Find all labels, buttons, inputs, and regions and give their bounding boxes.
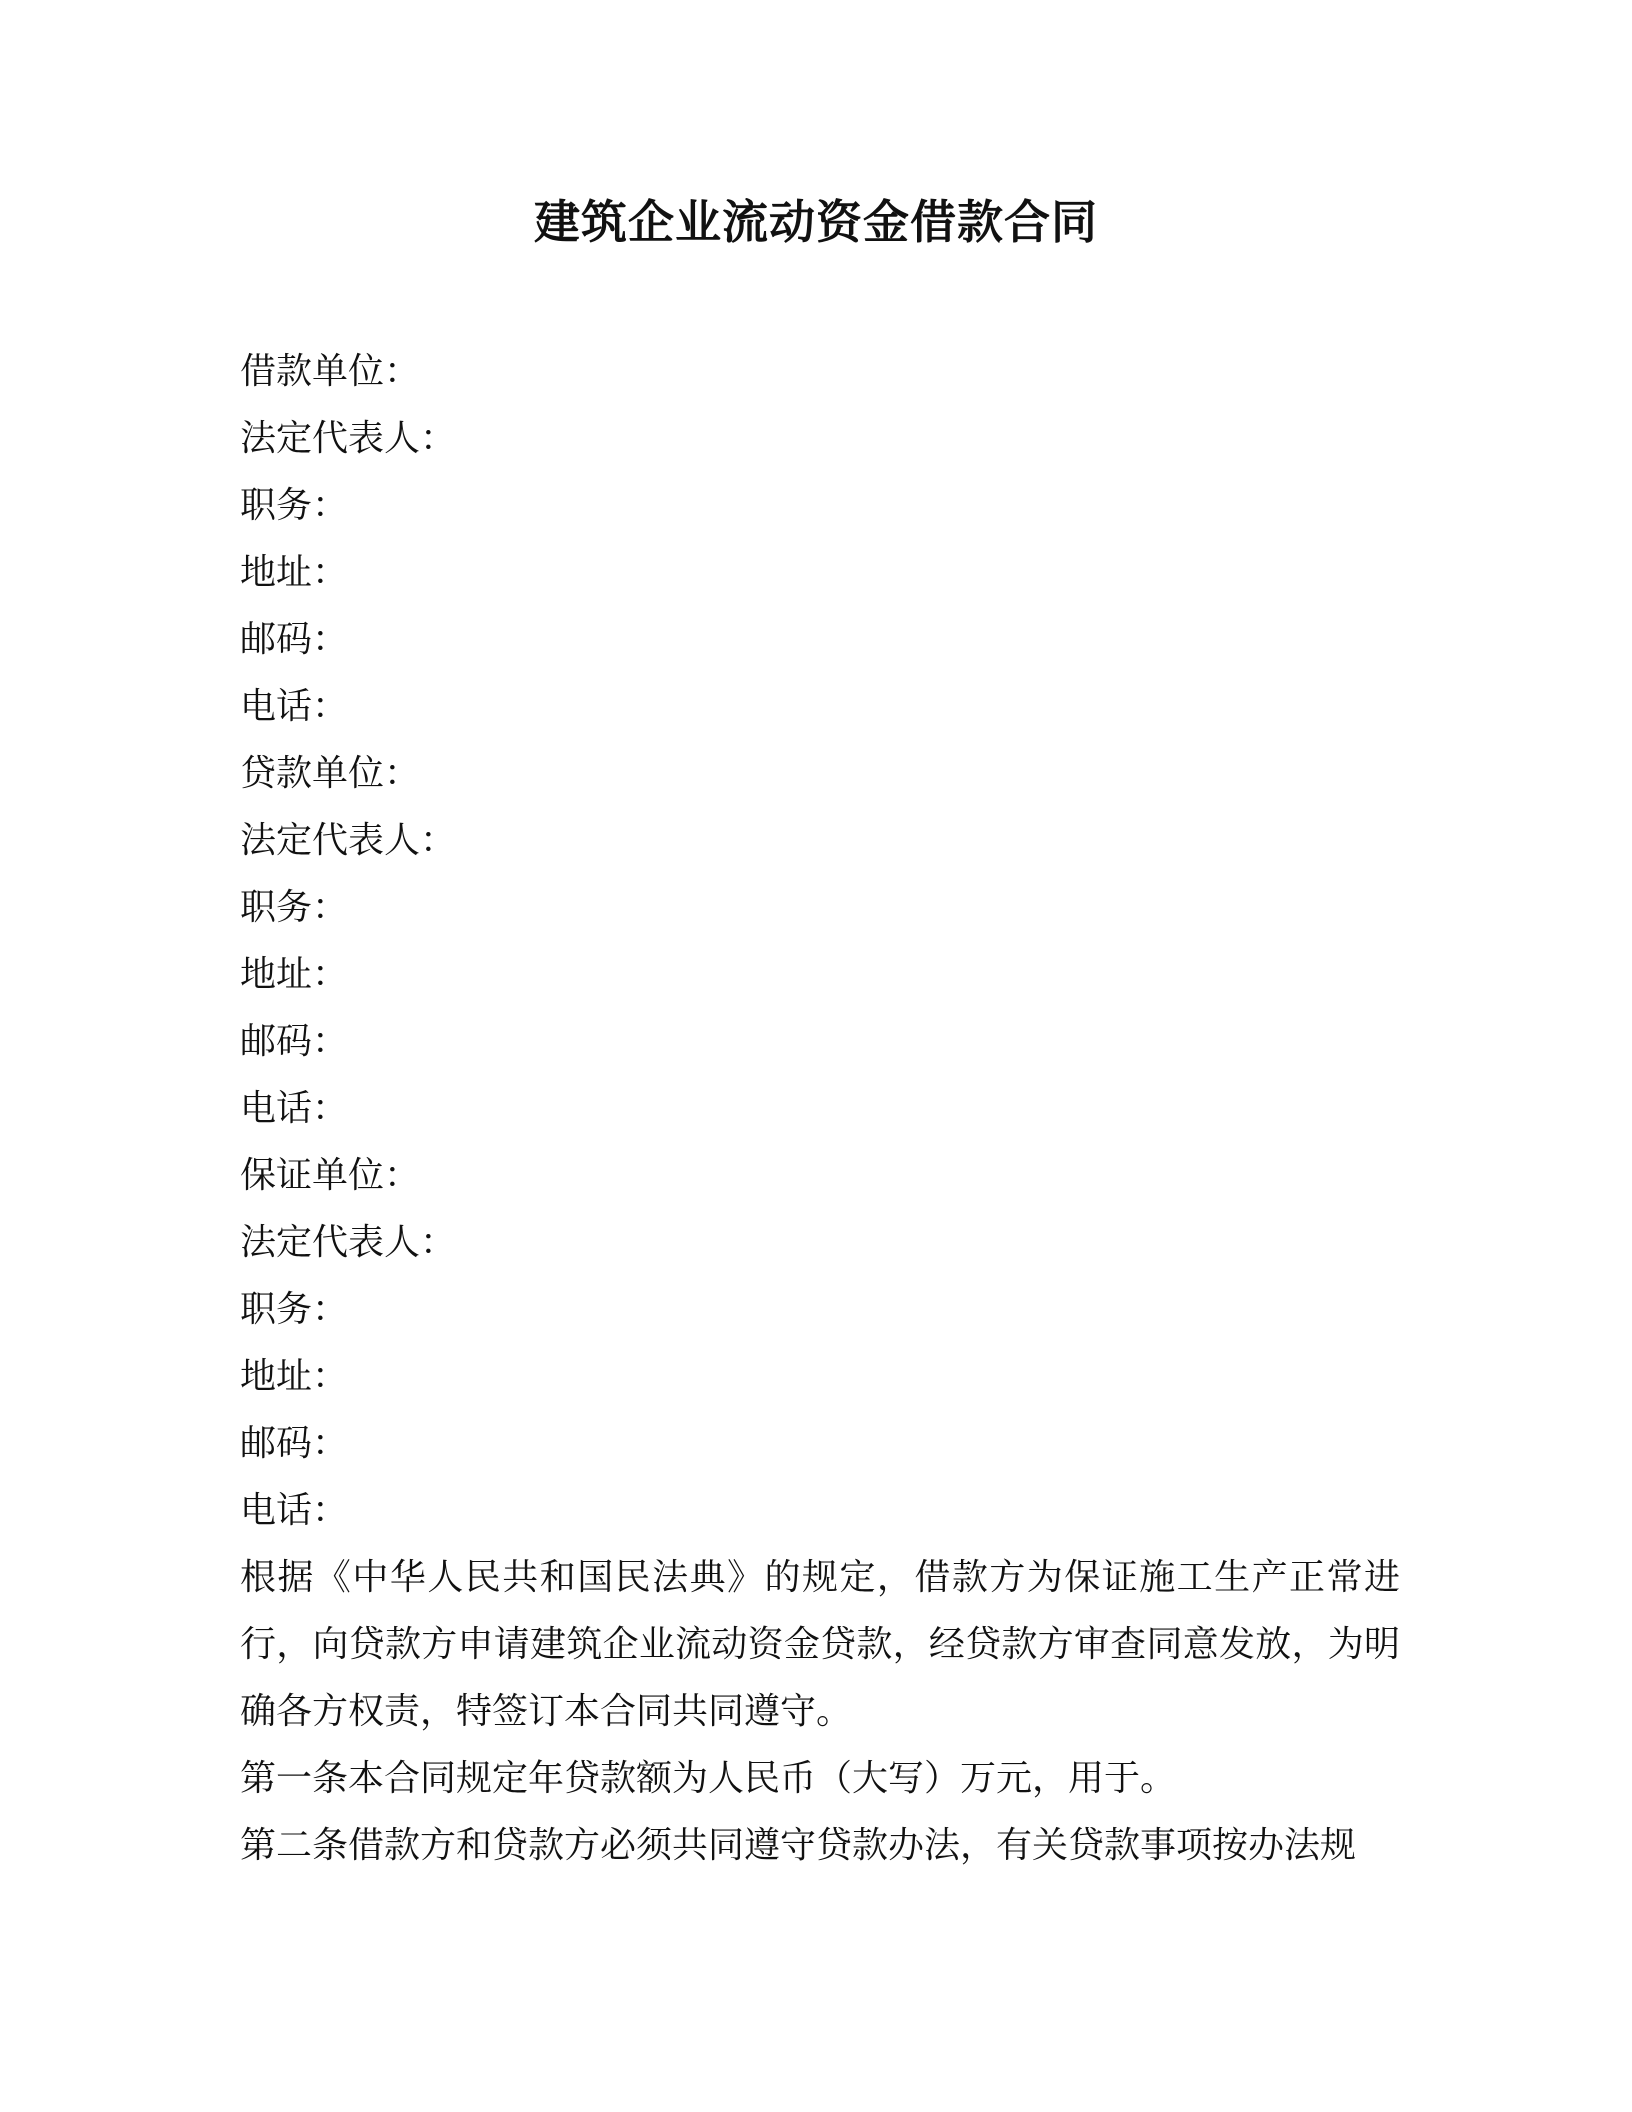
borrower-postcode-label: 邮码： (240, 619, 349, 660)
guarantor-position-label: 职务： (240, 1289, 349, 1330)
lender-phone-label: 电话： (240, 1088, 349, 1129)
lender-postcode-label: 邮码： (240, 1021, 349, 1062)
article-one-paragraph: 第一条本合同规定年贷款额为人民币（大写）万元，用于。 (240, 1758, 1177, 1799)
guarantor-unit-label: 保证单位： (240, 1155, 421, 1196)
document-title: 建筑企业流动资金借款合同 (534, 195, 1098, 249)
lender-unit-label: 贷款单位： (240, 753, 421, 794)
borrower-legal-rep-label: 法定代表人： (240, 418, 457, 459)
borrower-address-label: 地址： (240, 552, 349, 593)
document-body (240, 338, 1400, 1879)
borrower-phone-label: 电话： (240, 686, 349, 727)
lender-address-label: 地址： (240, 954, 349, 995)
article-two-paragraph: 第二条借款方和贷款方必须共同遵守贷款办法，有关贷款事项按办法规 (240, 1825, 1357, 1866)
guarantor-phone-label: 电话： (240, 1490, 349, 1531)
guarantor-address-label: 地址： (240, 1356, 349, 1397)
preamble-paragraph: 根据《中华人民共和国民法典》的规定，借款方为保证施工生产正常进行，向贷款方申请建筑企业流动资金贷款，经贷款方审查同意发放，为明确各方权责，特签订本合同共同遵守。 (240, 1557, 1400, 1732)
borrower-position-label: 职务： (240, 485, 349, 526)
guarantor-postcode-label: 邮码： (240, 1423, 349, 1464)
guarantor-legal-rep-label: 法定代表人： (240, 1222, 457, 1263)
borrower-unit-label: 借款单位： (240, 351, 421, 392)
lender-legal-rep-label: 法定代表人： (240, 820, 457, 861)
lender-position-label: 职务： (240, 887, 349, 928)
